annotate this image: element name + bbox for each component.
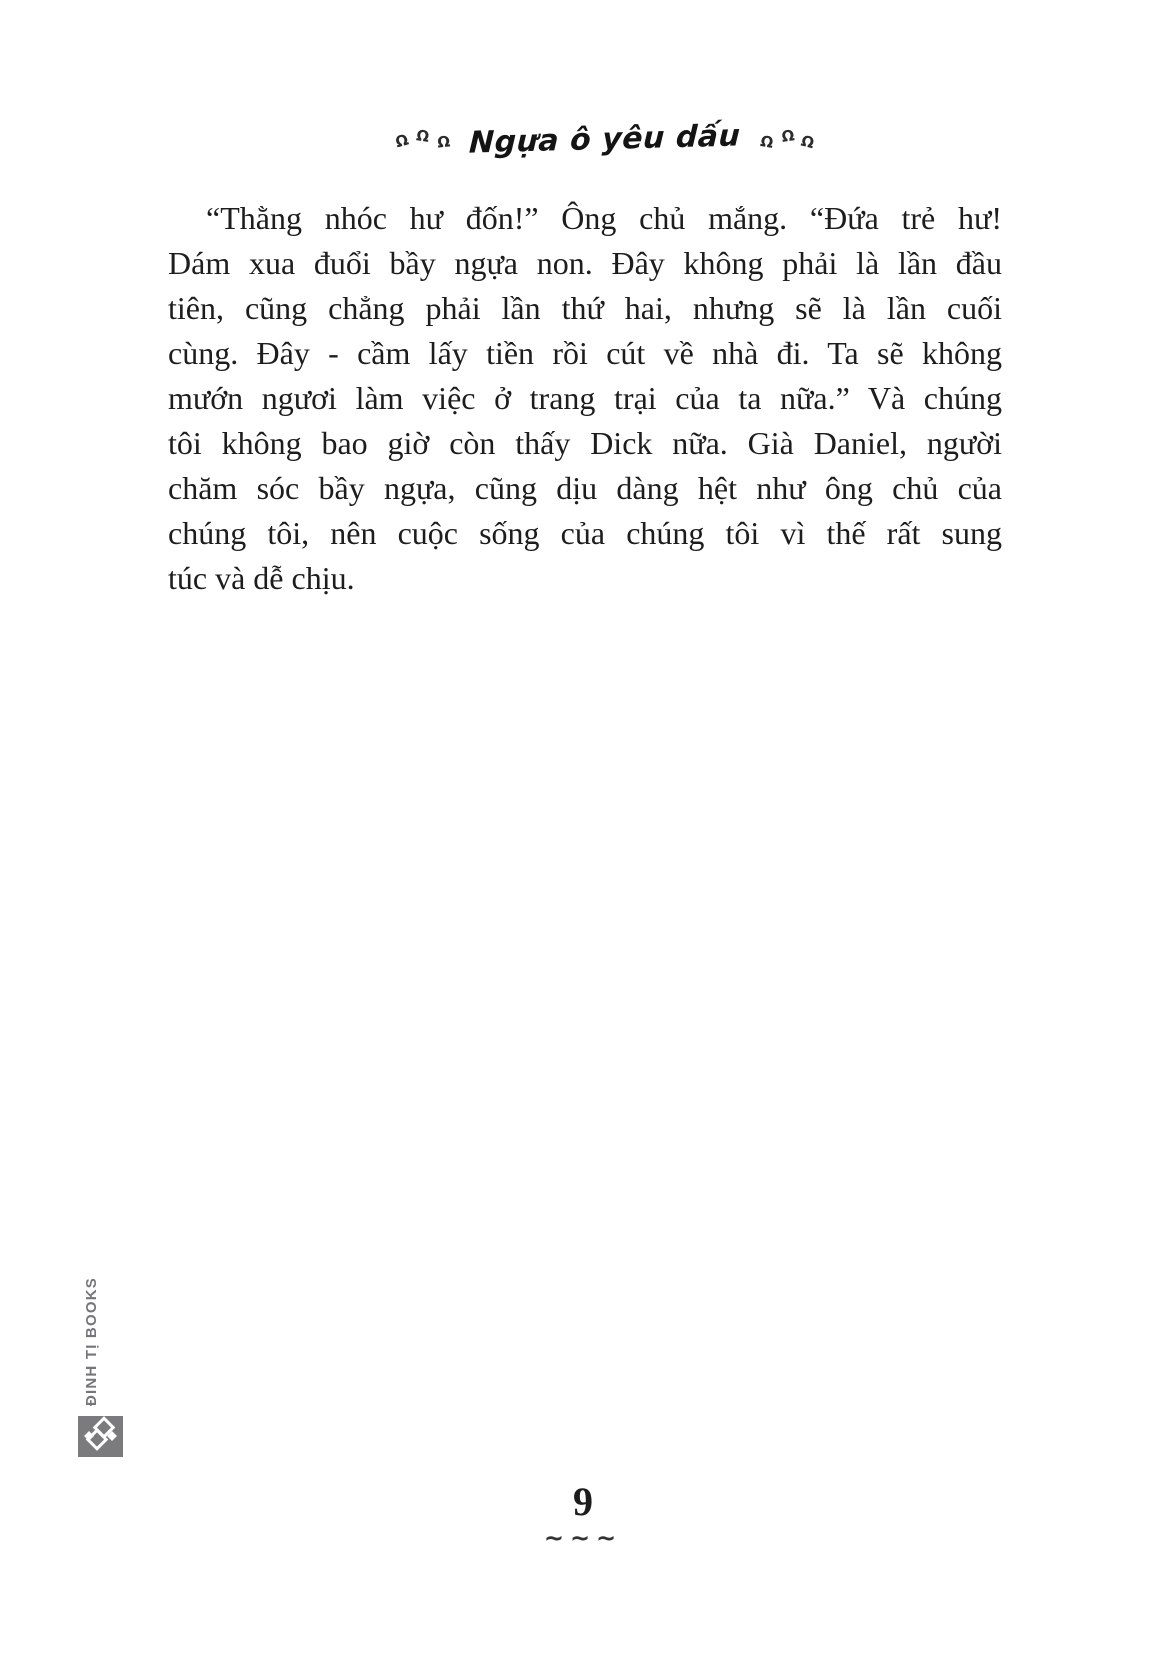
horseshoe-icon: Ω bbox=[799, 131, 817, 153]
horseshoe-icon: Ω bbox=[414, 126, 431, 146]
paragraph-line: chăm sóc bầy ngựa, cũng dịu dàng hệt như ông chủ của bbox=[168, 470, 1002, 506]
horseshoe-icon: Ω bbox=[779, 126, 796, 146]
paragraph-line: mướn ngươi làm việc ở trang trại của ta nữa.” Và chúng bbox=[168, 380, 1002, 416]
dinhti-logo-icon bbox=[78, 1416, 123, 1457]
page-number: 9 bbox=[573, 1479, 593, 1524]
publisher-name: ĐINH TỊ BOOKS bbox=[83, 1277, 100, 1406]
horseshoe-icon: Ω bbox=[435, 132, 451, 152]
paragraph bbox=[168, 196, 1002, 601]
paragraph-line: tôi không bao giờ còn thấy Dick nữa. Già Daniel, người bbox=[168, 425, 1002, 461]
paragraph-line: chúng tôi, nên cuộc sống của chúng tôi vì thế rất sung bbox=[168, 515, 1002, 551]
paragraph-line: Dám xua đuổi bầy ngựa non. Đây không phải là lần đầu bbox=[168, 245, 1002, 281]
footer-tilde-ornament: ~~~ bbox=[543, 1524, 623, 1552]
paragraph-line: “Thằng nhóc hư đốn!” Ông chủ mắng. “Đứa trẻ hư! bbox=[206, 200, 1002, 236]
page-header bbox=[22, 118, 1166, 161]
horseshoe-icon: Ω bbox=[393, 130, 411, 152]
horseshoe-ornaments-left bbox=[391, 126, 453, 152]
horseshoe-ornaments-right bbox=[757, 126, 819, 153]
paragraph-line: cùng. Đây - cầm lấy tiền rồi cút về nhà đi. Ta sẽ không bbox=[168, 335, 1002, 371]
paragraph-line: tiên, cũng chẳng phải lần thứ hai, nhưng sẽ là lần cuối bbox=[168, 290, 1002, 326]
paragraph-line: túc và dễ chịu. bbox=[168, 560, 355, 596]
book-title: Ngựa ô yêu dấu bbox=[468, 118, 742, 161]
horseshoe-icon: Ω bbox=[758, 131, 775, 152]
